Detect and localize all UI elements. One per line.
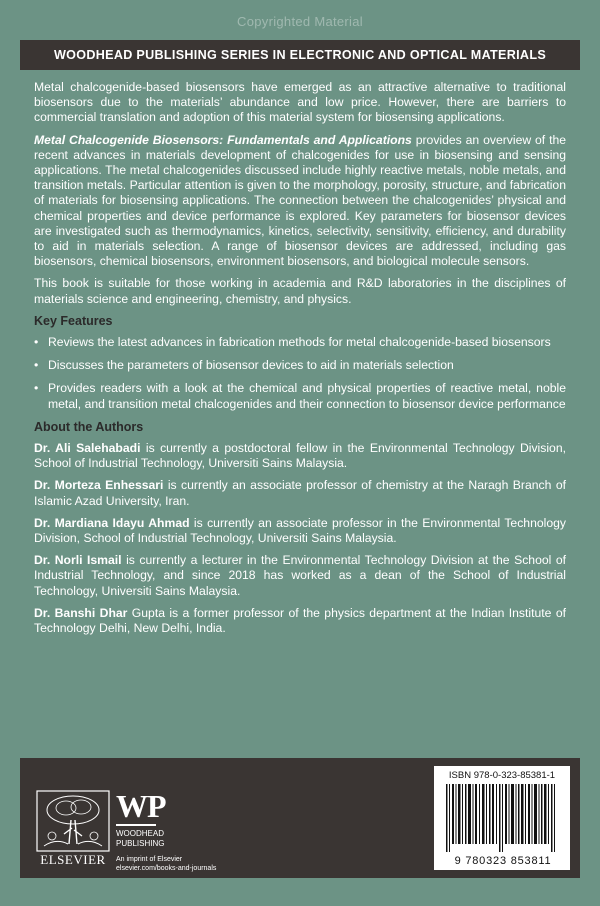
author-name: Dr. Ali Salehabadi (34, 441, 141, 456)
author-bio (34, 606, 566, 636)
barcode-digits: 9 780323 853811 (454, 855, 552, 867)
key-features-heading: Key Features (34, 313, 113, 328)
imprint-line: An imprint of Elsevier (116, 856, 183, 863)
back-cover-text (34, 80, 566, 643)
series-title: WOODHEAD PUBLISHING SERIES IN ELECTRONIC AND OPTICAL MATERIALS (53, 48, 547, 62)
key-features-list (34, 335, 566, 412)
publisher-name-line1: WOODHEAD (116, 829, 164, 838)
author-description: is currently an associate professor in the Environmental Technology Division, School of Industrial Technology, Universiti Sains Malaysia. (34, 515, 566, 546)
author-description: is currently an associate professor of chemistry at the Naragh Branch of Islamic Azad University, Iran. (34, 478, 566, 508)
audience-paragraph: This book is suitable for those working in academia and R&D laboratories in the disciplines of materials science and engineering, chemistry, and physics. (34, 276, 566, 306)
bullet-icon: • (34, 335, 39, 350)
elsevier-logo (36, 790, 110, 866)
list-item (34, 381, 566, 411)
elsevier-tree-icon (36, 790, 110, 852)
logo-divider (116, 824, 156, 826)
author-name: Dr. Norli Ismail (34, 553, 122, 568)
author-bio (34, 553, 566, 599)
imprint-url: elsevier.com/books-and-journals (116, 865, 217, 872)
about-authors-heading: About the Authors (34, 419, 144, 434)
overview-paragraph (34, 133, 566, 270)
author-bio (34, 478, 566, 508)
isbn-number: ISBN 978-0-323-85381-1 (448, 770, 556, 781)
author-bio (34, 441, 566, 471)
overview-text: provides an overview of the recent advances in materials development of chalcogenides for use in biosensing and sensing applications. The metal chalcogenides discussed include highly reactive metals, noble metals, and transition metals. Particular attention is given to the morphology, porosity, structure, and fabrication of materials for biosensing applications. The connection between the chalcogenides’ physical and chemical properties and device performance is explored. Key parameters for biosensor devices are investigated such as thermodynamics, kinetics, selectivity, sensitivity, efficiency, and durability to aid in materials selection. A range of biosensor devices are addressed, including gas biosensors, chemical biosensors, environment biosensors, and biological molecule sensors. (34, 132, 567, 269)
author-bio (34, 516, 566, 546)
intro-paragraph: Metal chalcogenide-based biosensors have emerged as an attractive alternative to traditional biosensors due to the materials’ abundance and low price. However, there are barriers to commercial translation and adoption of this material system for biosensing applications. (34, 80, 566, 125)
wp-monogram: WP (116, 788, 166, 824)
feature-text: Reviews the latest advances in fabrication methods for metal chalcogenide-based biosensors (48, 335, 551, 350)
list-item (34, 335, 566, 350)
series-title-banner (20, 40, 580, 70)
author-name: Dr. Mardiana Idayu Ahmad (34, 515, 190, 530)
author-description: Gupta is a former professor of the physics department at the Indian Institute of Technology Delhi, New Delhi, India. (34, 605, 566, 636)
author-description: is currently a lecturer in the Environmental Technology Division at the School of Industrial Technology, and since 2018 has worked as a dean of the School of Industrial Technology, Universiti Sains Malaysia. (34, 553, 566, 598)
author-description: is currently a postdoctoral fellow in the Environmental Technology Division, School of Industrial Technology, Universiti Sains Malaysia. (34, 441, 566, 471)
author-name: Dr. Morteza Enhessari (34, 478, 164, 493)
woodhead-publishing-logo (116, 790, 226, 873)
feature-text: Discusses the parameters of biosensor devices to aid in materials selection (48, 358, 454, 373)
author-name: Dr. Banshi Dhar (34, 605, 128, 620)
feature-text: Provides readers with a look at the chemical and physical properties of reactive metal, noble metal, and transition metal chalcogenides and their connection to biosensor device performance (48, 381, 566, 411)
bullet-icon: • (34, 358, 39, 373)
barcode-icon (444, 784, 560, 852)
bullet-icon: • (34, 381, 39, 396)
book-title: Metal Chalcogenide Biosensors: Fundamentals and Applications (34, 132, 412, 147)
isbn-barcode (434, 766, 570, 870)
publisher-name-line2: PUBLISHING (116, 839, 165, 848)
elsevier-wordmark: ELSEVIER (40, 852, 106, 867)
copyright-watermark: Copyrighted Material (237, 14, 363, 29)
list-item (34, 358, 566, 373)
